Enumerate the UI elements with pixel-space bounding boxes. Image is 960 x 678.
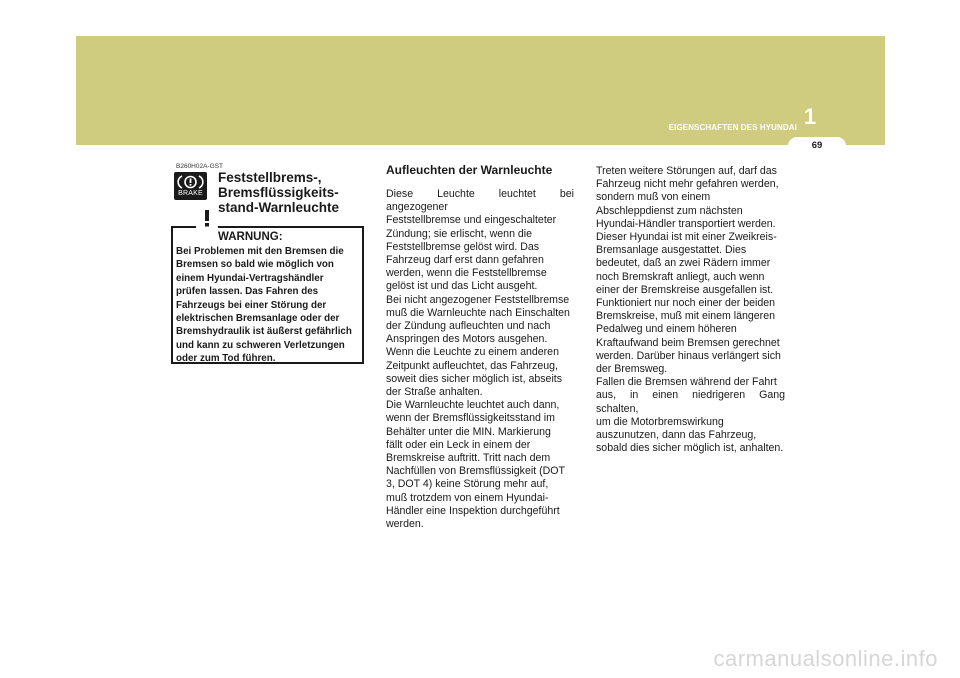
text-line: sondern muß von einem [596,191,711,204]
text-line: werden. [386,518,424,531]
section-code: B260H02A-GST [176,163,223,170]
text-line: werden. Darüber hinaus verlängert sich [596,349,781,362]
text-line: Bei nicht angezogener Feststellbremse [386,293,570,306]
text-line: Feststellbremse und eingeschalteter [386,214,557,227]
text-line: um die Motorbremswirkung [596,415,724,428]
warning-line: elektrischen Bremsanlage oder der [176,313,340,325]
text-line: Abschleppdienst zum nächsten [596,204,743,217]
warning-line: oder zum Tod führen. [176,353,276,365]
right-column-text [596,165,785,455]
text-line: sobald dies sicher möglich ist, anhalten. [596,442,784,455]
page-number: 69 [811,140,823,151]
warning-text [176,245,359,366]
text-line: Zündung; sie erlischt, wenn die [386,227,533,240]
text-line: Funktioniert nur noch einer der beiden [596,297,776,310]
warning-line: und kann zu schweren Verletzungen [176,339,345,351]
warning-triangle-icon [196,208,218,228]
warning-box [171,226,364,364]
text-line: auszunutzen, dann das Fahrzeug, [596,429,757,442]
page-number-tab [788,137,846,155]
chapter-number: 1 [803,104,817,129]
text-line: Treten weitere Störungen auf, darf das [596,165,777,177]
text-line: der Zündung aufleuchten und nach [386,320,551,333]
warning-line: Bremshydraulik ist äußerst gefährlich [176,326,352,338]
text-line: wenn der Bremsflüssigkeitsstand im [386,412,555,425]
text-line: der Bremsweg. [596,363,668,376]
text-line: der Straße anhalten. [386,386,483,399]
text-line: Wenn die Leuchte zu einem anderen [386,346,559,359]
text-line: Feststellbremse gelöst wird. Das [386,240,540,253]
text-line: Diese Leuchte leuchtet bei angezogener [386,188,574,214]
text-line: Bremskreise, muß mit einem längeren [596,310,775,323]
text-line: soweit dies sicher möglich ist, abseits [386,372,563,385]
watermark: carmanualsonline.info [713,646,938,671]
text-line: einer der Bremskreise ausgefallen ist. [596,283,774,296]
text-line: Fahrzeug nicht mehr gefahren werden, [596,178,779,191]
section-title: EIGENSCHAFTEN DES HYUNDAI [668,123,797,132]
text-line: werden, wenn die Feststellbremse [386,267,547,280]
brake-warning-icon [174,172,207,200]
text-line: Händler eine Inspektion durchgeführt [386,504,560,517]
middle-heading: Aufleuchten der Warnleuchte [386,163,553,177]
text-line: noch Bremskraft anliegt, auch wenn [596,270,765,283]
text-line: Fahrzeug darf erst dann gefahren [386,254,544,267]
text-line: gelöst ist und das Licht ausgeht. [386,280,538,293]
text-line: Zeitpunkt aufleuchtet, das Fahrzeug, [386,359,558,372]
text-line: Dieser Hyundai ist mit einer Zweikreis- [596,231,777,244]
title-line: stand-Warnleuchte [218,200,340,215]
middle-column-text [386,188,574,531]
warning-light-title [218,170,358,215]
text-line: 3, DOT 4) keine Störung mehr auf, [386,478,549,491]
text-line: muß die Warnleuchte nach Einschalten [386,306,570,319]
brake-icon-label: BRAKE [178,190,203,197]
text-line: aus, in einen niedrigeren Gang schalten, [596,389,785,415]
title-line: Bremsflüssigkeits- [218,185,339,200]
warning-line: Fahrzeugs bei einer Störung der [176,299,327,311]
text-line: Bremsanlage ausgestattet. Dies [596,244,747,257]
text-line: Kraftaufwand beim Bremsen gerechnet [596,336,780,349]
text-line: Anspringen des Motors ausgehen. [386,333,548,346]
text-line: Behälter unter die MIN. Markierung [386,425,551,438]
text-line: Die Warnleuchte leuchtet auch dann, [386,399,560,412]
text-line: Bremskreise auftritt. Tritt nach dem [386,452,551,465]
text-line: bedeutet, daß an zwei Rädern immer [596,257,771,270]
text-line: Pedalweg und einem höheren [596,323,737,336]
title-line: Feststellbrems-, [218,170,322,185]
text-line: muß trotzdem von einem Hyundai- [386,491,549,504]
text-line: Fallen die Bremsen während der Fahrt [596,376,777,389]
text-line: Nachfüllen von Bremsflüssigkeit (DOT [386,465,565,478]
warning-line: Bremsen so bald wie möglich von [176,259,334,271]
text-line: Hyundai-Händler transportiert werden. [596,217,776,230]
warning-line: prüfen lassen. Das Fahren des [176,286,319,298]
warning-line: Bei Problemen mit den Bremsen die [176,246,344,257]
warning-heading: WARNUNG: [218,231,283,243]
warning-line: einem Hyundai-Vertragshändler [176,272,324,284]
text-line: fällt oder ein Leck in einem der [386,438,531,451]
